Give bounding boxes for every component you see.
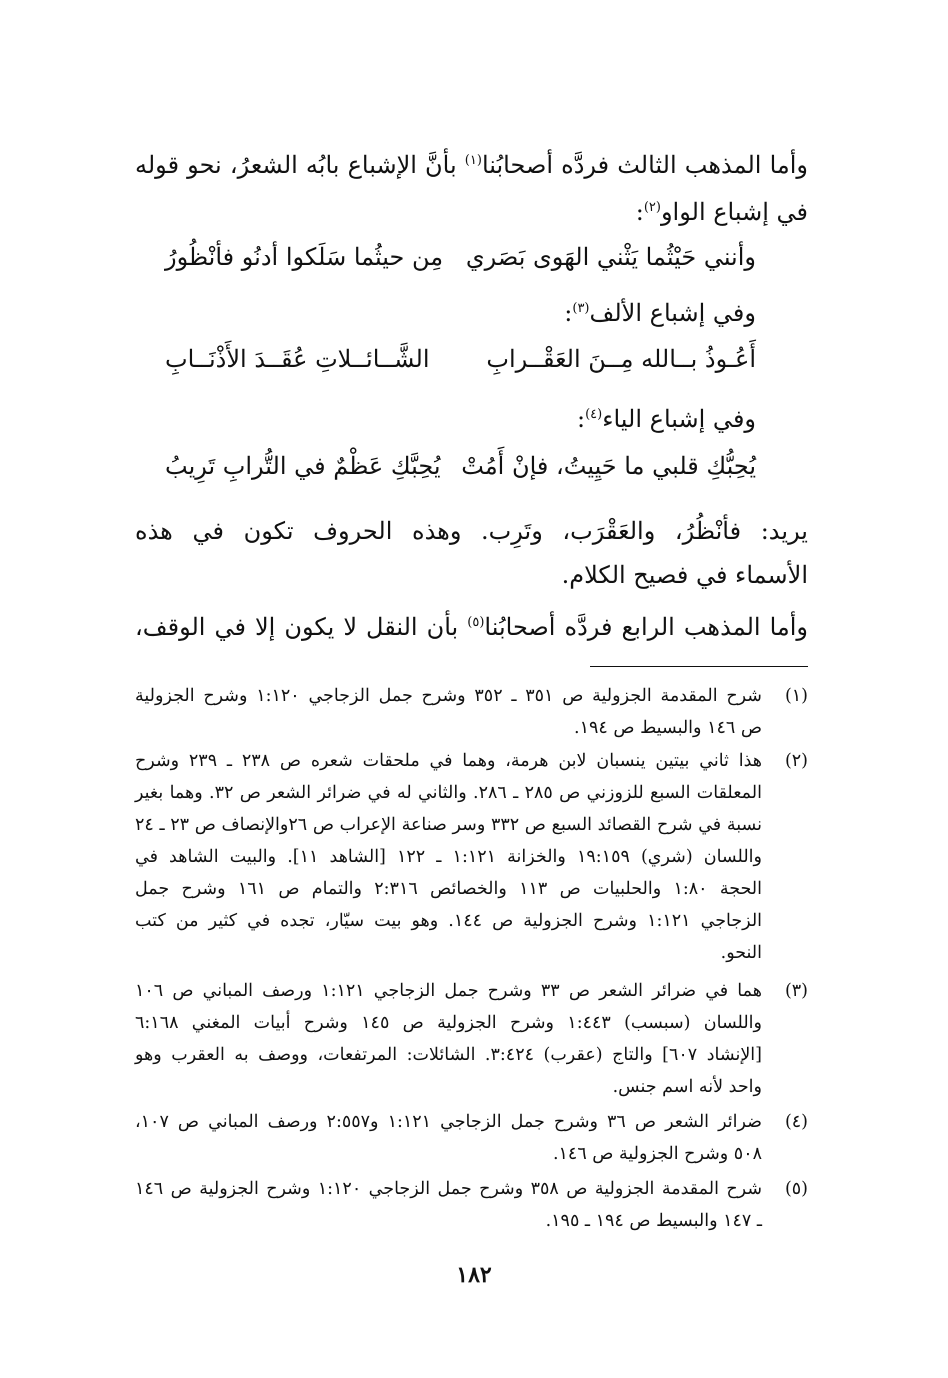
para3-text-rest: بأن النقل لا يكون إلا في الوقف،: [135, 613, 468, 641]
verse2-first-hemistich: أَعُـوذُ بــالله مِــنَ العَقْــرابِ: [486, 345, 756, 373]
para2-line2: الأسماء في فصيح الكلام.: [561, 561, 808, 589]
verse3-second-hemistich: يُحِبَّكِ عَظْمٌ في التُّرابِ تَرِيبُ: [165, 452, 441, 480]
verse1-first-hemistich: وأنني حَيْثُما يَثْني الهَوى بَصَري: [465, 243, 756, 271]
footnote-text: [135, 1106, 762, 1170]
footnote-line: ضرائر الشعر ص ٣٦ وشرح جمل الزجاجي ١:١٢١ و٢:٥٥٧ ورصف المباني ص ١٠٧،: [135, 1112, 762, 1132]
para1-text-rest: بأنَّ الإشباع بابُه الشعرُ، نحو قوله: [135, 151, 465, 179]
colon: :: [576, 405, 586, 433]
footnote-3: [135, 975, 808, 1103]
para3-text: وأما المذهب الرابع فردَّه أصحابُنا: [484, 613, 808, 641]
footnote-line: النحو.: [720, 943, 762, 963]
intro-ya: [135, 402, 756, 436]
footnote-line: واحد لأنه اسم جنس.: [612, 1077, 762, 1097]
footnote-line: هما في ضرائر الشعر ص ٣٣ وشرح جمل الزجاجي ١:١٢١ ورصف المباني ص ١٠٦: [135, 981, 762, 1001]
footnote-line: نسبة في شرح القصائد السبع ص ٣٣٢ وسر صناعة الإعراب ص ٢٦والإنصاف ص ٢٣ ـ ٢٤: [135, 815, 762, 835]
intro-alef: [135, 296, 756, 330]
para1-text: وأما المذهب الثالث فردَّه أصحابُنا: [481, 151, 808, 179]
verse3-first-hemistich: يُحِبُّكِ قلبي ما حَيِيتُ، فإنْ أَمُتْ: [461, 452, 756, 480]
intro-ya-text: وفي إشباع الياء: [602, 405, 756, 433]
colon: :: [564, 299, 573, 327]
footnote-ref-1[interactable]: (١): [464, 153, 482, 168]
footnote-separator: [590, 666, 808, 667]
footnote-1: [135, 680, 808, 744]
footnote-text: [135, 975, 762, 1103]
footnote-line: الزجاجي ١:١٢١ وشرح الجزولية ص ١٤٤. وهو بيت سيّار، تجده في كثير من كتب: [135, 911, 763, 931]
footnote-ref-2[interactable]: (٢): [643, 200, 661, 215]
para1-line2: [135, 195, 808, 229]
footnote-line: شرح المقدمة الجزولية ص ٣٥١ ـ ٣٥٢ وشرح جمل الزجاجي ١:١٢٠ وشرح الجزولية: [135, 686, 762, 706]
footnote-line: الحجة ١:٨٠ والحلبيات ص ١١٣ والخصائص ٢:٣١٦ والتمام ص ١٦١ وشرح جمل: [135, 879, 763, 899]
para2-line1: يريد: فأنْظُرُ، والعَقْرَب، وتَرِب. وهذه الحروف تكون في هذه: [135, 517, 808, 545]
colon: :: [635, 198, 644, 226]
footnote-text: [135, 745, 762, 969]
footnote-line: واللسان (سبسب) ١:٤٤٣ وشرح الجزولية ص ١٤٥ وشرح أبيات المغني ٦:١٦٨: [135, 1013, 762, 1033]
para1-line1: [135, 148, 808, 182]
footnote-number: (٢): [784, 751, 808, 771]
footnote-line: ـ ١٤٧ والبسيط ص ١٩٤ ـ ١٩٥.: [545, 1211, 762, 1231]
footnote-4: [135, 1106, 808, 1170]
footnote-text: [135, 1173, 762, 1237]
footnote-ref-5[interactable]: (٥): [467, 615, 485, 630]
footnote-text: [135, 680, 762, 744]
footnote-line: ٥٠٨ وشرح الجزولية ص ١٤٦.: [552, 1144, 762, 1164]
footnote-line: [الإنشاد ٦٠٧] والتاج (عقرب) ٣:٤٢٤. الشائلات: المرتفعات، ووصف به العقرب وهو: [135, 1045, 762, 1065]
footnote-number: (٤): [784, 1112, 808, 1132]
footnote-5: [135, 1173, 808, 1237]
verse1-second-hemistich: مِن حيثُما سَلَكوا أدنُو فأنْظُورُ: [165, 243, 444, 271]
footnote-number: (٥): [784, 1179, 808, 1199]
verse2-second-hemistich: الشَّــائــلاتِ عُقَــدَ الأَذْنَــابِ: [165, 345, 430, 373]
footnote-line: واللسان (شري) ١٩:١٥٩ والخزانة ١:١٢١ ـ ١٢٢ [الشاهد ١١]. والبيت الشاهد في: [135, 847, 762, 867]
page-number: ١٨٢: [456, 1262, 492, 1288]
footnote-ref-3[interactable]: (٣): [572, 301, 590, 316]
para1-line2-text: في إشباع الواو: [660, 198, 808, 226]
footnote-number: (٣): [784, 981, 808, 1001]
footnote-line: هذا ثاني بيتين ينسبان لابن هرمة، وهما في ملحقات شعره ص ٢٣٨ ـ ٢٣٩ وشرح: [135, 751, 762, 771]
footnote-line: المعلقات السبع للزوزني ص ٢٨٥ ـ ٢٨٦. والثاني له في ضرائر الشعر ص ٣٢. وهما بغير: [135, 783, 762, 803]
footnote-number: (١): [784, 686, 808, 706]
intro-alef-text: وفي إشباع الألف: [589, 299, 756, 327]
footnote-ref-4[interactable]: (٤): [585, 407, 603, 422]
para3-line1: [135, 610, 808, 644]
footnote-line: شرح المقدمة الجزولية ص ٣٥٨ وشرح جمل الزجاجي ١:١٢٠ وشرح الجزولية ص ١٤٦: [135, 1179, 762, 1199]
footnote-2: [135, 745, 808, 969]
footnote-line: ص ١٤٦ والبسيط ص ١٩٤.: [574, 718, 762, 738]
